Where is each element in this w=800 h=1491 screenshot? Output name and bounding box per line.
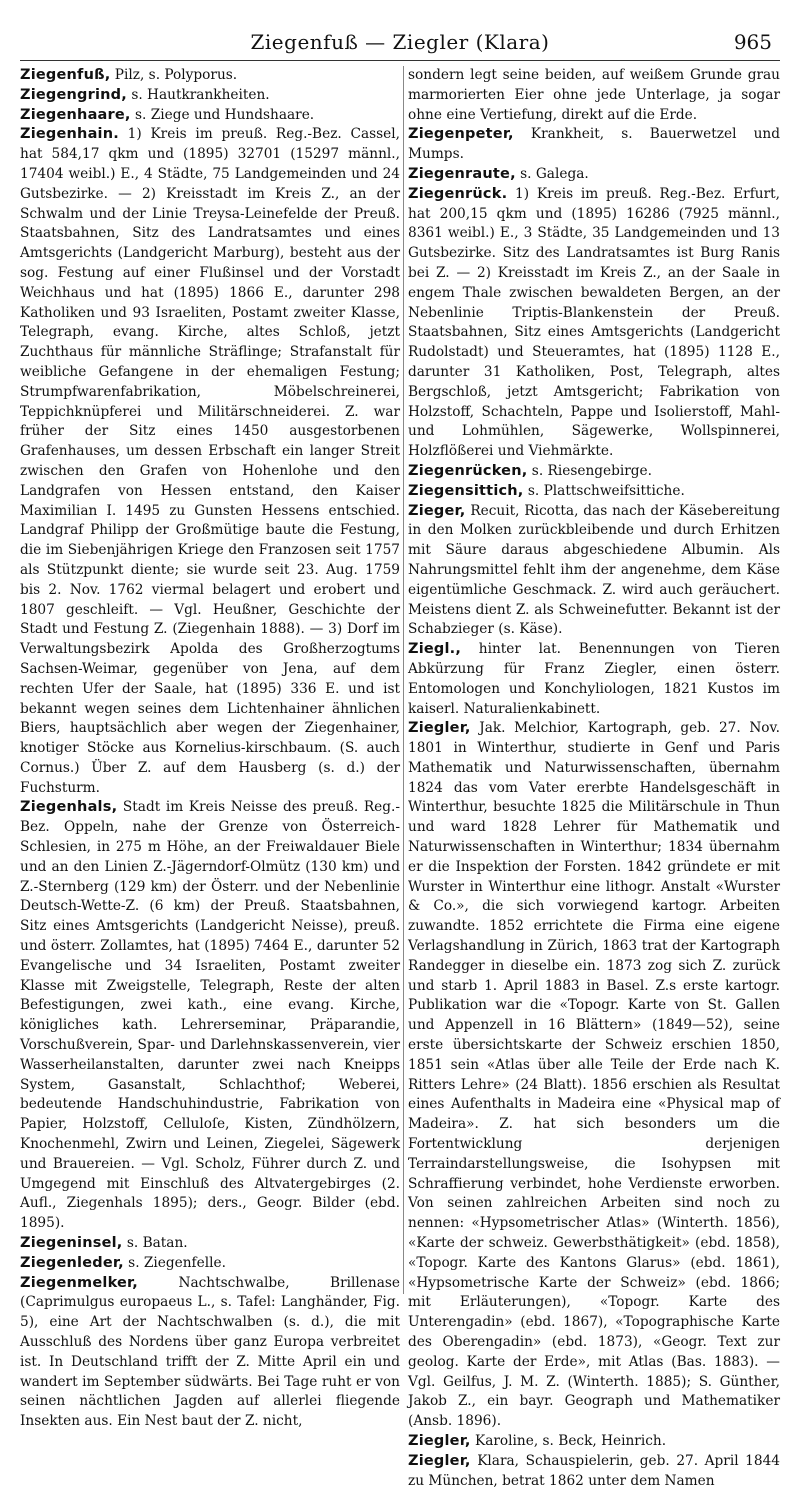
dictionary-entry	[20, 106, 400, 126]
entry-headword: Ziegengrind,	[20, 86, 127, 103]
entry-text: Klara, Schauspielerin, geb. 27. April 1844 zu München, betrat 1862 unter dem Namen	[408, 1452, 780, 1489]
running-title: Ziegenfuß — Ziegler (Klara)	[250, 30, 550, 54]
entry-text: s. Riesengebirge.	[527, 462, 653, 479]
entry-headword: Ziegler,	[408, 720, 471, 737]
dictionary-entry	[408, 482, 780, 502]
entry-text: hinter lat. Benennungen von Tieren Abkürzung für Franz Ziegler, einen österr. Entomologen und Konchyliologen, 1821 Kustos im kaiserl. Naturalienkabinett.	[408, 641, 780, 717]
entry-text: Jak. Melchior, Kartograph, geb. 27. Nov. 1801 in Winterthur, studierte in Genf und Paris Mathematik und Naturwissenschaften, übernahm 1824 das vom Vater ererbte Handelsgeschäft in Winterthur, besuchte 1825 die Militärschule in Thun und ward 1828 Lehrer für Mathematik und Naturwissenschaften in Winterthur; 1834 übernahm er die Inspektion der Forsten. 1842 gründete er mit Wurster in Winterthur eine lithogr. Anstalt «Wurster & Co.», die sich vorwiegend kartogr. Arbeiten zuwandte. 1852 errichtete die Firma eine eigene Verlagshandlung in Zürich, 1863 trat der Kartograph Randegger in dieselbe ein. 1873 zog sich Z. zurück und starb 1. April 1883 in Basel. Z.s erste kartogr. Publikation war die «Topogr. Karte von St. Gallen und Appenzell in 16 Blättern» (1849—52), seine erste übersichtskarte der Schweiz erschien 1850, 1851 sein «Atlas über alle Teile der Erde nach K. Ritters Lehre» (24 Blatt). 1856 erschien als Resultat eines Aufenthalts in Madeira eine «Physical map of Madeira». Z. hat sich besonders um die Fortentwicklung derjenigen Terraindarstellungsweise, die Isohypsen mit Schraffierung verbindet, hohe Verdienste erworben. Von seinen zahlreichen Arbeiten sind noch zu nennen: «Hypsometrischer Atlas» (Winterth. 1856), «Karte der schweiz. Gewerbsthätigkeit» (ebd. 1858), «Topogr. Karte des Kantons Glarus» (ebd. 1861), «Hypsometrische Karte der Schweiz» (ebd. 1866; mit Erläuterungen), «Topogr. Karte des Unterengadin» (ebd. 1867), «Topographische Karte des Oberengadin» (ebd. 1873), «Geogr. Text zur geolog. Karte der Erde», mit Atlas (Bas. 1883). — Vgl. Geilfus, J. M. Z. (Winterth. 1885); S. Günther, Jakob Z., ein bayr. Geograph und Mathematiker (Ansb. 1896).	[408, 720, 780, 1430]
entry-headword: Ziegenrück.	[408, 185, 508, 202]
entry-headword: Zieger,	[408, 502, 466, 519]
dictionary-entry	[408, 1432, 780, 1452]
dictionary-entry	[408, 719, 780, 1432]
column-divider	[403, 66, 404, 1294]
dictionary-entry	[20, 66, 400, 86]
dictionary-entry	[408, 125, 780, 165]
entry-headword: Ziegenrücken,	[408, 462, 528, 479]
entry-text: Pilz, s. Polyporus.	[110, 67, 238, 83]
entry-text: s. Plattschweifsittiche.	[523, 482, 685, 499]
entry-headword: Ziegler,	[408, 1432, 471, 1449]
dictionary-entry	[20, 1234, 400, 1254]
entry-headword: Ziegenhals,	[20, 799, 118, 816]
entry-headword: Ziegenleder,	[20, 1254, 124, 1271]
entry-text: s. Galega.	[515, 165, 589, 182]
page-number: 965	[733, 30, 772, 54]
entry-headword: Ziegensittich,	[408, 482, 524, 499]
header-rule	[20, 60, 780, 61]
dictionary-entry	[408, 640, 780, 719]
entry-text: Nachtschwalbe, Brillenase (Caprimulgus europaeus L., s. Tafel: Langhänder, Fig. 5), eine Art der Nachtschwalben (s. d.), die mit Ausschluß des Nordens über ganz Europa verbreitet ist. In Deutschland trifft der Z. Mitte April ein und wandert im September südwärts. Bei Tage ruht er von seinen nächtlichen Jagden auf allerlei fliegende Insekten aus. Ein Nest baut der Z. nicht,	[20, 1274, 400, 1430]
entry-text: s. Ziege und Hundshaare.	[130, 106, 315, 123]
entry-text: 1) Kreis im preuß. Reg.-Bez. Cassel, hat 584,17 qkm und (1895) 32701 (15297 männl., 17404 weibl.) E., 4 Städte, 75 Landgemeinden und 24 Gutsbezirke. — 2) Kreisstadt im Kreis Z., an der Schwalm und der Linie Treysa-Leinefelde der Preuß. Staatsbahnen, Sitz des Landratsamtes und eines Amtsgerichts (Landgericht Marburg), besteht aus der sog. Festung auf einer Flußinsel und der Vorstadt Weichhaus und hat (1895) 1866 E., darunter 298 Katholiken und 93 Israeliten, Postamt zweiter Klasse, Telegraph, evang. Kirche, altes Schloß, jetzt Zuchthaus für männliche Sträflinge; Strafanstalt für weibliche Gefangene in der ehemaligen Festung; Strumpfwarenfabrikation, Möbelschreinerei, Teppichknüpferei und Militärschneiderei. Z. war früher der Sitz eines 1450 ausgestorbenen Grafenhauses, um dessen Erbschaft ein langer Streit zwischen den Grafen von Hohenlohe und den Landgrafen von Hessen entstand, den Kaiser Maximilian I. 1495 zu Gunsten Hessens entschied. Landgraf Philipp der Großmütige baute die Festung, die im Siebenjährigen Kriege den Franzosen seit 1757 als Stützpunkt diente; sie wurde seit 23. Aug. 1759 bis 2. Nov. 1762 viermal belagert und erobert und 1807 geschleift. — Vgl. Heußner, Geschichte der Stadt und Festung Z. (Ziegenhain 1888). — 3) Dorf im Verwaltungsbezirk Apolda des Großherzogtums Sachsen-Weimar, gegenüber von Jena, auf dem rechten Ufer der Saale, hat (1895) 336 E. und ist bekannt wegen seines dem Lichtenhainer ähnlichen Biers, hauptsächlich aber wegen der Ziegenhainer, knotiger Stöcke aus Kornelius-kirschbaum. (S. auch Cornus.) Über Z. auf dem Hausberg (s. d.) der Fuchsturm.	[20, 126, 400, 796]
entry-headword: Ziegenhain.	[20, 126, 119, 143]
dictionary-entry	[408, 462, 780, 482]
entry-text: Recuit, Ricotta, das nach der Käsebereitung in den Molken zurückbleibende und durch Erhitzen mit Säure daraus abgeschiedene Albumin. Als Nahrungsmittel fehlt ihm der angenehme, dem Käse eigentümliche Geschmack. Z. wird auch geräuchert. Meistens dient Z. als Schweinefutter. Bekannt ist der Schabzieger (s. Käse).	[408, 502, 780, 638]
entry-text: 1) Kreis im preuß. Reg.-Bez. Erfurt, hat 200,15 qkm und (1895) 16286 (7925 männl., 8361 weibl.) E., 3 Städte, 35 Landgemeinden und 13 Gutsbezirke. Sitz des Landratsamtes ist Burg Ranis bei Z. — 2) Kreisstadt im Kreis Z., an der Saale in engem Thale zwischen bewaldeten Bergen, an der Nebenlinie Triptis-Blankenstein der Preuß. Staatsbahnen, Sitz eines Amtsgerichts (Landgericht Rudolstadt) und Steueramtes, hat (1895) 1128 E., darunter 31 Katholiken, Post, Telegraph, altes Bergschloß, jetzt Amtsgericht; Fabrikation von Holzstoff, Schachteln, Pappe und Isolierstoff, Mahl- und Lohmühlen, Sägewerke, Wollspinnerei, Holzflößerei und Viehmärkte.	[408, 185, 780, 460]
left-column	[20, 66, 400, 1430]
entry-text: sondern legt seine beiden, auf weißem Grunde grau marmorierten Eier ohne jede Unterlage, ja sogar ohne eine Vertiefung, direkt auf die Erde.	[408, 67, 780, 123]
entry-headword: Ziegl.,	[408, 641, 462, 658]
entry-headword: Ziegenhaare,	[20, 106, 131, 123]
dictionary-entry	[408, 165, 780, 185]
entry-text: Karoline, s. Beck, Heinrich.	[470, 1432, 667, 1449]
dictionary-entry	[408, 1452, 780, 1491]
entry-text: Stadt im Kreis Neisse des preuß. Reg.-Bez. Oppeln, nahe der Grenze von Österreich-Schlesien, in 275 m Höhe, an der Freiwaldauer Biele und an den Linien Z.-Jägerndorf-Olmütz (130 km) und Z.-Sternberg (129 km) der Österr. und der Nebenlinie Deutsch-Wette-Z. (6 km) der Preuß. Staatsbahnen, Sitz eines Amtsgerichts (Landgericht Neisse), preuß. und österr. Zollamtes, hat (1895) 7464 E., darunter 52 Evangelische und 34 Israeliten, Postamt zweiter Klasse mit Zweigstelle, Telegraph, Reste der alten Befestigungen, zwei kath., eine evang. Kirche, königliches kath. Lehrerseminar, Präparandie, Vorschußverein, Spar- und Darlehnskassenverein, vier Wasserheilanstalten, darunter zwei nach Kneipps System, Gasanstalt, Schlachthof; Weberei, bedeutende Handschuhindustrie, Fabrikation von Papier, Holzstoff, Celluloſe, Kisten, Zündhölzern, Knochenmehl, Zwirn und Leinen, Ziegelei, Sägewerk und Brauereien. — Vgl. Scholz, Führer durch Z. und Umgegend mit Einschluß des Altvatergebirges (2. Aufl., Ziegenhals 1895); ders., Geogr. Bilder (ebd. 1895).	[20, 799, 400, 1232]
dictionary-entry	[408, 502, 780, 641]
dictionary-entry	[20, 798, 400, 1234]
entry-headword: Ziegenpeter,	[408, 126, 514, 143]
page-header	[20, 30, 780, 60]
entry-headword: Ziegenraute,	[408, 165, 516, 182]
entry-text: Krankheit, s. Bauerwetzel und Mumps.	[408, 126, 780, 163]
entry-text: s. Batan.	[122, 1235, 188, 1252]
dictionary-entry	[20, 1254, 400, 1274]
dictionary-entry	[408, 185, 780, 462]
dictionary-entry	[20, 86, 400, 106]
entry-headword: Ziegler,	[408, 1452, 471, 1469]
dictionary-entry	[408, 66, 780, 125]
entry-text: s. Ziegenfelle.	[123, 1254, 226, 1271]
right-column	[408, 66, 780, 1489]
entry-headword: Ziegenmelker,	[20, 1274, 138, 1291]
entry-headword: Ziegeninsel,	[20, 1235, 123, 1252]
dictionary-entry	[20, 1274, 400, 1432]
entry-text: s. Hautkrankheiten.	[126, 86, 270, 103]
dictionary-entry	[20, 125, 400, 798]
entry-headword: Ziegenfuß,	[20, 67, 111, 83]
